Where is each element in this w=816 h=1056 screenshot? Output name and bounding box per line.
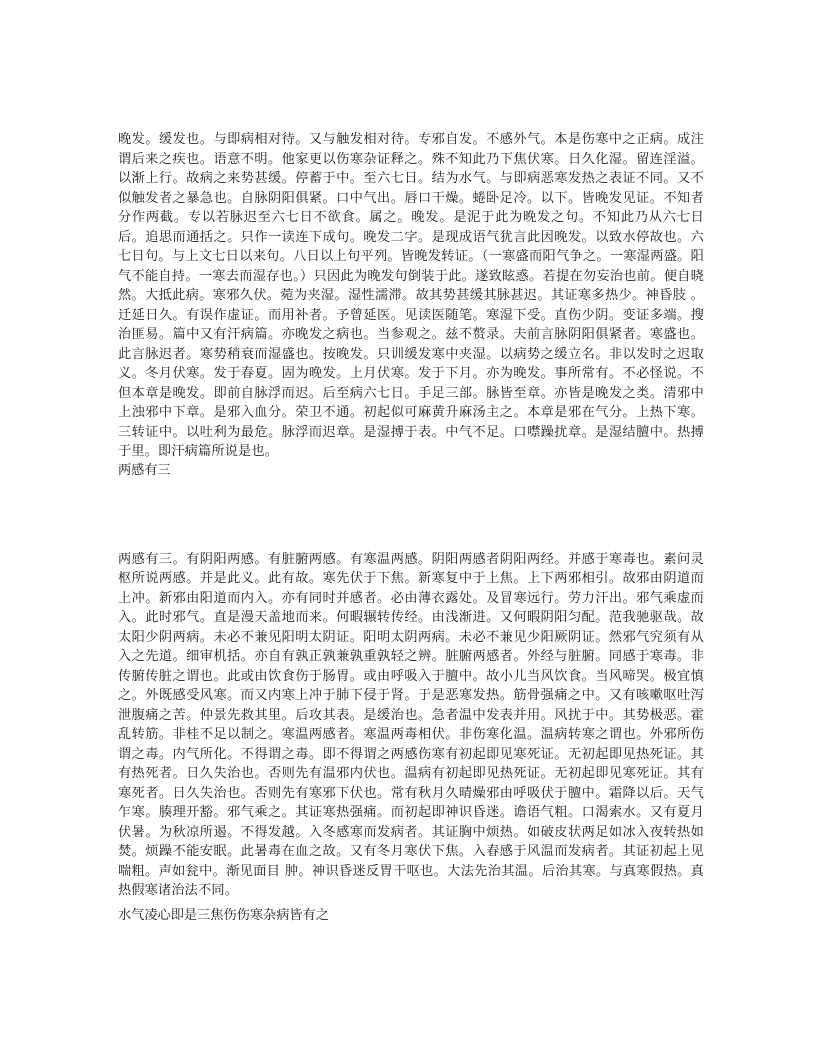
section-heading-dual-affection: 两感有三: [118, 463, 171, 478]
document-page: [118, 130, 704, 925]
body-paragraph-late-onset: 晚发。缓发也。与即病相对待。又与触发相对待。专邪自发。不感外气。本是伤寒中之正病。成注谓后来之疾也。语意不明。他家更以伤寒杂证释之。殊不知此乃下焦伏寒。日久化湿。留连淫溢。以渐上行。故病之来势甚缓。停蓄于中。至六七日。结为水气。与即病恶寒发热之表证不同。又不似触发者之暴急也。自脉阴阳俱紧。口中气出。唇口干燥。蜷卧足冷。以下。皆晚发见证。不知者分作两截。专以若脉迟至六七日不欲食。属之。晚发。是泥于此为晚发之句。不知此乃从六七日后。追思而通括之。只作一读连下成句。晚发二字。是现成语气犹言此因晚发。以致水停故也。六七日句。与上文七日以来句。八日以上句平列。皆晚发转证。（一寒盛而阳气争之。一寒湿两盛。阳气不能自持。一寒去而湿存也。）只因此为晚发句倒装于此。遂致眩惑。若提在勿妄治也前。便自晓然。大抵此病。寒邪久伏。菀为夹湿。湿性濡滞。故其势甚缓其脉甚迟。其证寒多热少。神昏肢 。迁延日久。有误作虚证。而用补者。予曾延医。见读医随笔。寒湿下受。直伤少阴。变证多端。搜治匪易。篇中又有汗病篇。亦晚发之病也。当参观之。兹不赘录。夫前言脉阴阳俱紧者。寒盛也。此言脉迟者。寒势稍衰而湿盛也。按晚发。只训缓发寒中夹湿。以病势之缓立名。非以发时之迟取义。冬月伏寒。发于春夏。固为晚发。上月伏寒。发于下月。亦为晚发。事所常有。不必怪说。不但本章是晚发。即前自脉浮而迟。后至病六七日。手足三部。脉皆至章。亦皆是晚发之类。清邪中上浊邪中下章。是邪入血分。荣卫不通。初起似可麻黄升麻汤主之。本章是邪在气分。上热下寒。三转证中。以吐利为最危。脉浮而迟章。是湿搏于表。中气不足。口噤躁扰章。是湿结膻中。热搏于里。即汗病篇所说是也。: [118, 132, 704, 459]
section-heading-water-qi: 水气凌心即是三焦伤伤寒杂病皆有之: [118, 907, 329, 923]
body-paragraph-dual-affection: 两感有三。有阴阳两感。有脏腑两感。有寒温两感。阴阳两感者阴阳两经。并感于寒毒也。素问灵枢所说两感。并是此义。此有故。寒先伏于下焦。新寒复中于上焦。上下两邪相引。故邪由阴道而上冲。新邪由阳道而内入。亦有同时并感者。必由薄衣露处。及冒寒远行。劳力汗出。邪气乘虚而入。此时邪气。直是漫天盖地而来。何暇辗转传经。由浅渐进。又何暇阴阳匀配。范我驰驱哉。故太阳少阴两病。未必不兼见阳明太阴证。阳明太阴两病。未必不兼见少阳厥阴证。然邪气究须有从入之先道。细审机括。亦自有孰正孰兼孰重孰轻之辨。脏腑两感者。外经与脏腑。同感于寒毒。非传腑传脏之谓也。此或由饮食伤于肠胃。或由呼吸入于膻中。故小儿当风饮食。当风啼哭。极宜慎之。外既感受风寒。而又内寒上冲于肺下侵于肾。于是恶寒发热。筋骨强痛之中。又有咳嗽呕吐泻泄腹痛之苦。仲景先救其里。后攻其表。是缓治也。急者温中发表并用。风扰于中。其势极恶。霍乱转筋。非桂不足以制之。寒温两感者。寒温两毒相伏。非伤寒化温。温病转寒之谓也。外邪所伤谓之毒。内气所化。不得谓之毒。即不得谓之两感伤寒有初起即见寒死证。无初起即见热死证。其有热死者。日久失治也。否则先有温邪内伏也。温病有初起即见热死证。无初起即见寒死证。其有寒死者。日久失治也。否则先有寒邪下伏也。常有秋月久晴燥邪由呼吸伏于膻中。霜降以后。天气乍寒。腠理开豁。邪气乘之。其证寒热强痛。而初起即神识昏迷。谵语气粗。口渴索水。又有夏月伏暑。为秋凉所遏。不得发越。入冬感寒而发病者。其证胸中烦热。如破皮状两足如冰入夜转热如焚。烦躁不能安眠。此暑毒在血之故。又有冬月寒伏下焦。入春感于风温而发病者。其证初起上见喘粗。声如瓮中。渐见面目 肿。神识昏迷反胃干呕也。大法先治其温。后治其寒。与真寒假热。真热假寒诸治法不同。: [118, 551, 704, 898]
